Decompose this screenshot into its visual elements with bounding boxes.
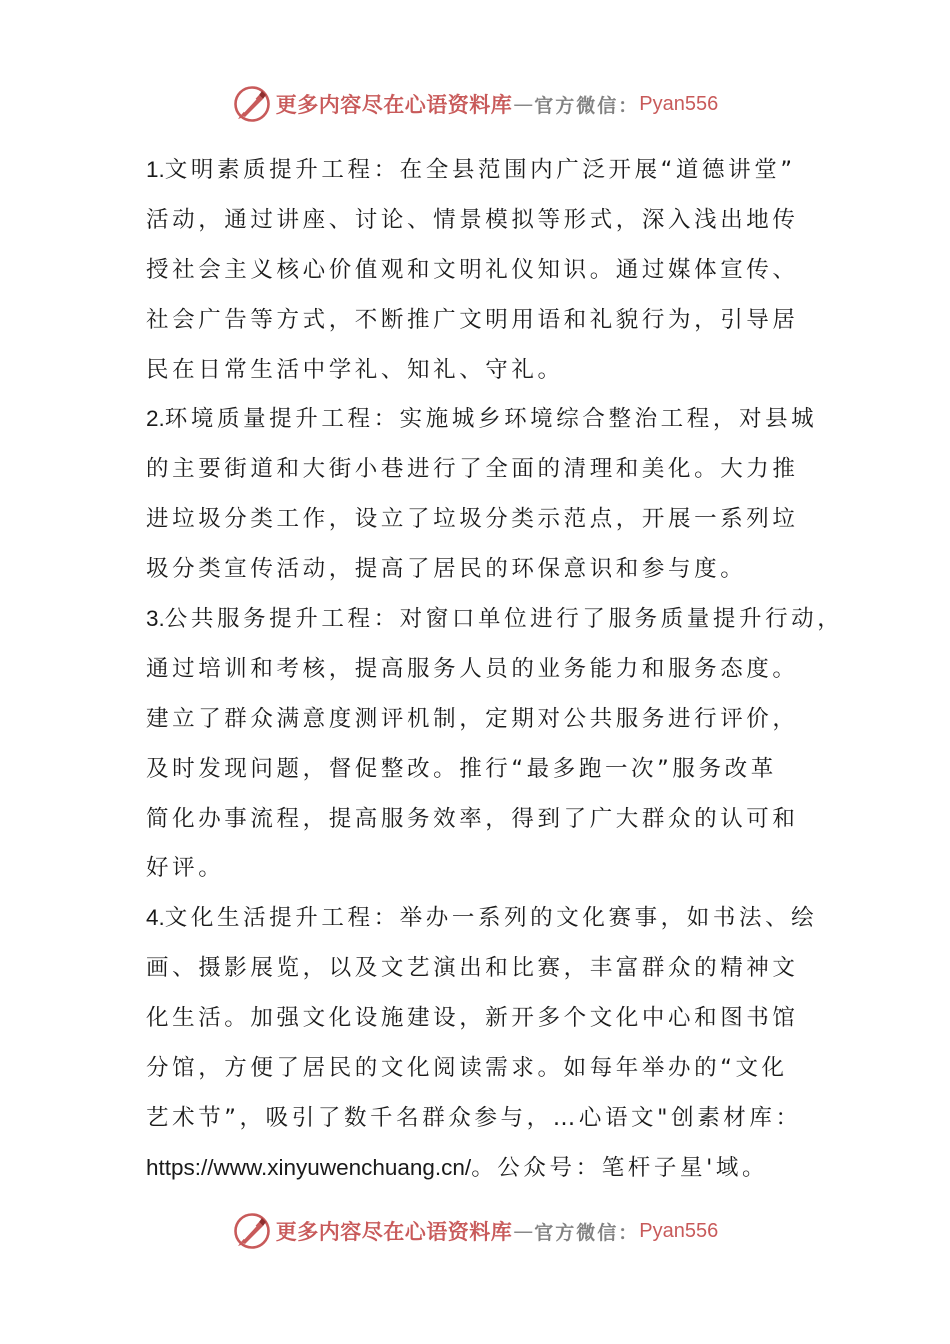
footer-banner-dash: —	[513, 1219, 534, 1243]
text-line	[146, 394, 818, 444]
line-text: 授社会主义核心价值观和文明礼仪知识。通过媒体宣传、	[146, 256, 799, 283]
line-text: 活动，通过讲座、讨论、情景模拟等形式，深入浅出地传	[146, 206, 799, 233]
line-text: 画、摄影展览，以及文艺演出和比赛，丰富群众的精神文	[146, 955, 799, 982]
text-line	[146, 744, 811, 794]
line-text: 。公众号：笔杆子星'域。	[471, 1154, 769, 1181]
text-line	[146, 993, 811, 1043]
line-text: 民在日常生活中学礼、知礼、守礼。	[146, 356, 564, 383]
item-number: 1.	[146, 157, 165, 182]
text-line	[146, 794, 811, 844]
line-text: 文明素质提升工程：在全县范围内广泛开展“道德讲堂”	[164, 157, 796, 183]
text-line	[146, 1143, 811, 1193]
line-text: 文化生活提升工程：举办一系列的文化赛事，如书法、绘	[164, 905, 818, 932]
footer-banner-text: 更多内容尽在心语资料库	[275, 1219, 513, 1244]
line-text: 圾分类宣传活动，提高了居民的环保意识和参与度。	[146, 556, 747, 583]
text-line	[146, 245, 811, 295]
header-banner-dash: —	[513, 92, 534, 116]
header-wechat-label: 官方微信：	[534, 94, 640, 117]
line-text: 艺术节”，吸引了数千名群众参与，…心语文"创素材库：	[146, 1104, 802, 1131]
text-line	[146, 295, 811, 345]
pen-nib-logo-icon	[232, 1211, 272, 1251]
text-line	[146, 494, 811, 544]
item-number: 3.	[146, 606, 165, 632]
text-line	[146, 594, 844, 644]
footer-wechat-label: 官方微信：	[534, 1221, 640, 1244]
text-line	[146, 544, 811, 594]
text-line	[146, 1043, 811, 1093]
item-number: 4.	[146, 905, 165, 931]
text-line	[146, 694, 811, 744]
document-body	[146, 145, 844, 1193]
footer-wechat-id: Pyan556	[639, 1219, 719, 1242]
line-text: 化生活。加强文化设施建设，新开多个文化中心和图书馆	[146, 1005, 799, 1032]
line-text: 及时发现问题，督促整改。推行“最多跑一次”服务改革	[146, 755, 777, 782]
line-text: 好评。	[146, 855, 225, 882]
text-line	[146, 644, 811, 694]
line-text: 建立了群众满意度测评机制，定期对公共服务进行评价，	[146, 705, 799, 732]
header-wechat-id: Pyan556	[639, 92, 719, 115]
text-line	[146, 345, 811, 395]
text-line	[146, 195, 811, 245]
text-line	[146, 1093, 811, 1143]
text-line	[146, 843, 811, 893]
text-line	[146, 943, 811, 993]
header-banner-text: 更多内容尽在心语资料库	[275, 92, 513, 117]
text-line	[146, 444, 811, 494]
line-text: 公共服务提升工程：对窗口单位进行了服务质量提升行动，	[164, 606, 844, 633]
line-text: 的主要街道和大街小巷进行了全面的清理和美化。大力推	[146, 456, 799, 483]
line-text: 分馆，方便了居民的文化阅读需求。如每年举办的“文化	[146, 1055, 788, 1082]
line-text: 简化办事流程，提高服务效率，得到了广大群众的认可和	[146, 805, 799, 832]
text-line	[146, 145, 811, 195]
line-text: 社会广告等方式，不断推广文明用语和礼貌行为，引导居	[146, 306, 799, 333]
header-banner	[0, 80, 950, 128]
item-number: 2.	[146, 406, 165, 432]
line-text: 环境质量提升工程：实施城乡环境综合整治工程，对县城	[164, 406, 818, 433]
text-line	[146, 893, 818, 943]
pen-nib-logo-icon	[232, 84, 272, 124]
source-url: https://www.xinyuwenchuang.cn/	[146, 1154, 472, 1180]
line-text: 进垃圾分类工作，设立了垃圾分类示范点，开展一系列垃	[146, 506, 799, 533]
line-text: 通过培训和考核，提高服务人员的业务能力和服务态度。	[146, 655, 799, 682]
footer-banner	[0, 1207, 950, 1255]
